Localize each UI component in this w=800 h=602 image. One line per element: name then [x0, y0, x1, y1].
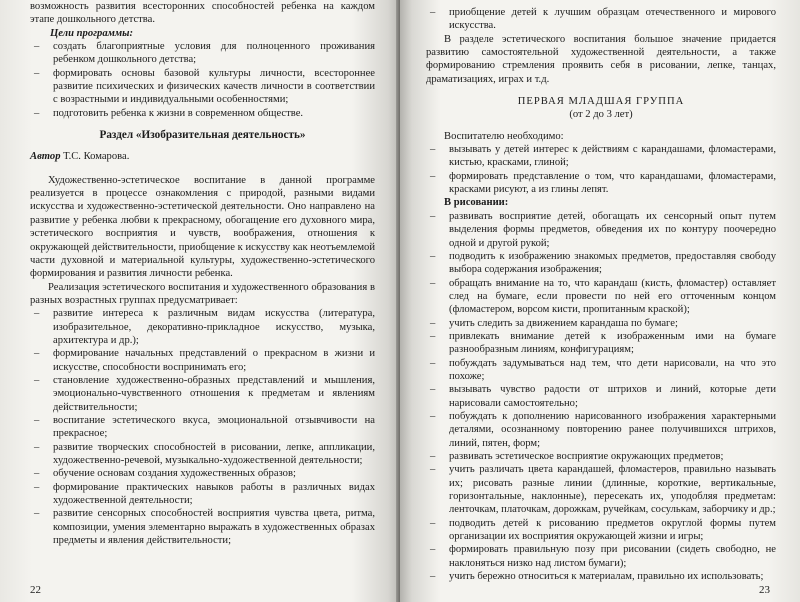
goals-list	[30, 40, 375, 120]
list-item	[30, 347, 375, 374]
dash-icon: –	[430, 277, 436, 289]
list-item-text: формировать основы базовой культуры личности, всестороннее развитие психических и физических качеств личности в соответствии с возрастными и индивидуальными особенностями;	[53, 67, 375, 106]
list-item-text: учить бережно относиться к материалам, правильно их использовать;	[449, 571, 764, 583]
list-item	[426, 6, 776, 33]
dash-icon: –	[34, 414, 40, 426]
list-item-text: развивать восприятие детей, обогащать их сенсорный опыт путем выделения формы предметов, обведения их по контуру поочередно одной и другой рукой;	[449, 210, 776, 249]
right-page	[400, 0, 800, 602]
list-item-text: формировать правильную позу при рисовании (сидеть свободно, не наклоняться низко над листом бумаги);	[449, 544, 776, 569]
list-item	[426, 170, 776, 197]
page-number-left: 22	[30, 584, 41, 596]
dash-icon: –	[430, 170, 436, 182]
group-title: ПЕРВАЯ МЛАДШАЯ ГРУППА	[517, 96, 685, 108]
list-item	[426, 250, 776, 277]
list-item	[426, 317, 776, 330]
list-item	[426, 277, 776, 317]
list-item	[30, 67, 375, 107]
list-item-text: развитие интереса к различным видам искусства (литература, изобразительное, декоративно-прикладное искусство, музыка, архитектура и др.);	[53, 308, 375, 346]
list-item-text: вызывать у детей интерес к действиям с карандашами, фломастерами, кистью, красками, глиной;	[449, 144, 776, 169]
list-item	[30, 307, 375, 347]
list-item	[426, 210, 776, 250]
list-item-text: подготовить ребенка к жизни в современном обществе.	[53, 107, 304, 119]
author-line	[30, 150, 375, 163]
dash-icon: –	[34, 41, 40, 53]
dash-icon: –	[430, 7, 436, 18]
dash-icon: –	[430, 451, 436, 462]
dash-icon: –	[430, 330, 436, 342]
list-item	[426, 570, 776, 583]
list-item	[30, 481, 375, 508]
list-item-text: формирование начальных представлений о прекрасном в жизни и искусстве, способности воспринимать его;	[53, 348, 375, 373]
list-item	[30, 467, 375, 480]
drawing-heading: В рисовании:	[444, 197, 509, 209]
list-item	[30, 441, 375, 468]
dash-icon: –	[34, 441, 40, 453]
list-item-text: формирование практических навыков работы в различных видах художественной деятельности;	[53, 481, 375, 507]
body-paragraph: Реализация эстетического воспитания и художественного образования в разных возрастных группах предусматривает:	[30, 281, 375, 306]
list-item-text: подводить детей к рисованию предметов округлой формы путем организации их восприятия окружающей жизни и игры;	[449, 517, 776, 543]
dash-icon: –	[34, 374, 40, 386]
list-item-text: обучение основам создания художественных образов;	[53, 468, 296, 480]
body-paragraph: В разделе эстетического воспитания большое значение придается развитию самостоятельной художественной деятельности, а также формированию стремления проявить себя в рисовании, лепке, танцах, драматизациях, играх и т.д.	[426, 33, 776, 85]
list-item-text: побуждать задумываться над тем, что дети нарисовали, на что это похоже;	[449, 357, 776, 382]
right-page-text	[426, 6, 776, 583]
teacher-list	[426, 143, 776, 196]
list-item	[30, 40, 375, 67]
list-item	[30, 507, 375, 547]
list-item-text: учить следить за движением карандаша по бумаге;	[449, 317, 678, 329]
dash-icon: –	[430, 544, 436, 556]
list-item	[426, 463, 776, 516]
dash-icon: –	[34, 481, 40, 493]
list-item	[426, 543, 776, 570]
list-item-text: формировать представление о том, что карандашами, фломастерами, красками рисуют, а из глины лепят.	[449, 170, 776, 196]
dash-icon: –	[430, 517, 436, 529]
dash-icon: –	[34, 308, 40, 320]
dash-icon: –	[34, 348, 40, 360]
author-name: Т.С. Комарова.	[63, 151, 130, 163]
list-item-text: побуждать к дополнению нарисованного изображения характерными деталями, осознанному повторению ранее получившихся штрихов, линий, пятен, форм;	[449, 410, 776, 449]
list-item-text: развитие творческих способностей в рисовании, лепке, аппликации, художественно-речевой, музыкально-художественной деятельности;	[53, 441, 375, 466]
dash-icon: –	[34, 468, 40, 480]
dash-icon: –	[430, 250, 436, 262]
dash-icon: –	[34, 67, 40, 79]
dash-icon: –	[34, 508, 40, 520]
list-item-text: приобщение детей к лучшим образцам отечественного и мирового искусства.	[449, 7, 776, 32]
section-title: Раздел «Изобразительная деятельность»	[99, 129, 306, 142]
page-number-right: 23	[759, 584, 770, 596]
dash-icon: –	[430, 210, 436, 222]
list-item-text: учить различать цвета карандашей, фломастеров, правильно называть их; рисовать разные линии (длинные, короткие, вертикальные, горизонтальные, наклонные), пересекать их, уподобляя предметам: ленточкам, платочкам, дорожкам, ручейкам, сосулькам, заборчику и др.;	[449, 464, 776, 516]
list-item	[426, 450, 776, 463]
list-item	[30, 107, 375, 120]
list-item	[426, 357, 776, 384]
dash-icon: –	[430, 357, 436, 369]
list-item	[426, 383, 776, 410]
list-item-text: развивать эстетическое восприятие окружающих предметов;	[449, 451, 724, 462]
left-page-text	[30, 0, 375, 547]
continued-list	[426, 6, 776, 33]
dash-icon: –	[34, 107, 40, 119]
list-item	[426, 517, 776, 544]
dash-icon: –	[430, 317, 436, 329]
aims-list	[30, 307, 375, 547]
list-item	[426, 330, 776, 357]
list-item-text: обращать внимание на то, что карандаш (кисть, фломастер) оставляет след на бумаге, если провести по ней его отточенным концом (фломастером, ворсом кисти, пропитанным краской);	[449, 277, 776, 316]
author-label: Автор	[30, 151, 61, 163]
list-item-text: воспитание эстетического вкуса, эмоциональной отзывчивости на прекрасное;	[53, 414, 375, 440]
list-item	[426, 143, 776, 170]
dash-icon: –	[430, 410, 436, 422]
list-item-text: привлекать внимание детей к изображенным ими на бумаге разнообразным линиям, конфигурациям;	[449, 330, 776, 356]
group-subtitle: (от 2 до 3 лет)	[569, 109, 633, 121]
dash-icon: –	[430, 144, 436, 156]
drawing-list	[426, 210, 776, 584]
goals-heading: Цели программы:	[50, 27, 134, 39]
list-item	[426, 410, 776, 450]
body-paragraph: Художественно-эстетическое воспитание в данной программе реализуется в процессе ознакомления с природой, разными видами искусства и художественно-эстетической деятельности. Оно направлено на развитие у ребенка любви к прекрасному, обогащение его духовного мира, эстетического восприятия и чувств, воображения, отношения к окружающей действительности, приобщение к искусству как неотъемлемой части духовной и материальной культуры, художественно-эстетического формирования и развития личности ребенка.	[30, 174, 375, 280]
dash-icon: –	[430, 464, 436, 476]
list-item	[30, 374, 375, 414]
intro-paragraph: возможность развития всесторонних способностей ребенка на каждом этапе дошкольного детства.	[30, 1, 375, 26]
dash-icon: –	[430, 384, 436, 396]
list-item-text: создать благоприятные условия для полноценного проживания ребенком дошкольного детства;	[53, 41, 375, 66]
list-item-text: развитие сенсорных способностей восприятия чувства цвета, ритма, композиции, умения элементарно выражать в художественных образах предметы и явления действительности;	[53, 508, 375, 547]
list-item-text: подводить к изображению знакомых предметов, предоставляя свободу выбора содержания изображения;	[449, 250, 776, 276]
dash-icon: –	[430, 571, 436, 583]
list-item-text: вызывать чувство радости от штрихов и линий, которые дети нарисовали самостоятельно;	[449, 384, 776, 409]
list-item-text: становление художественно-образных представлений и мышления, эмоционально-чувственного отношения к предметам и явлениям действительности;	[53, 374, 375, 413]
list-item	[30, 414, 375, 441]
teacher-intro: Воспитателю необходимо:	[444, 130, 564, 142]
